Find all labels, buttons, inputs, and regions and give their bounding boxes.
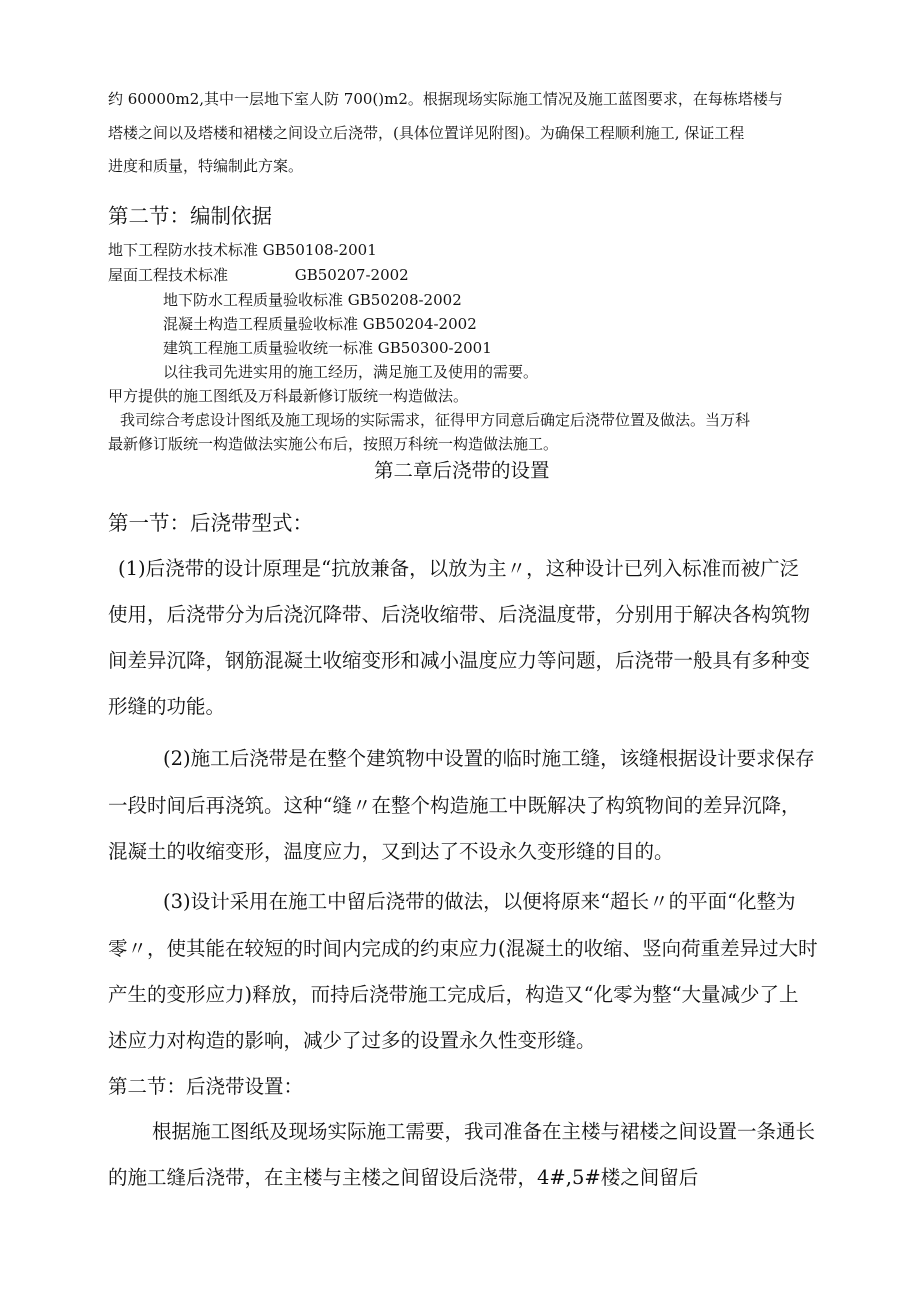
para3-line: 零〃，使其能在较短的时间内完成的约束应力(混凝土的收缩、竖向荷重差异过大时 bbox=[108, 937, 818, 960]
para3-line: 述应力对构造的影响，减少了过多的设置永久性变形缝。 bbox=[108, 1029, 596, 1052]
basis-item: 混凝土构造工程质量验收标准 GB50204-2002 bbox=[163, 315, 477, 333]
intro-line-2: 塔楼之间以及塔楼和裙楼之间设立后浇带，(具体位置详见附图)。为确保工程顺利施工, 保证工程 bbox=[108, 124, 745, 142]
basis-item: 甲方提供的施工图纸及万科最新修订版统一构造做法。 bbox=[108, 387, 469, 405]
intro-line-3: 进度和质量，特编制此方案。 bbox=[108, 157, 304, 175]
basis-item: 屋面工程技术标准 GB50207-2002 bbox=[108, 266, 409, 284]
basis-item: 地下防水工程质量验收标准 GB50208-2002 bbox=[163, 291, 462, 309]
para3-line: 产生的变形应力)释放，而持后浇带施工完成后，构造又“化零为整“大量减少了上 bbox=[108, 983, 799, 1006]
basis-closing-line-2: 最新修订版统一构造做法实施公布后，按照万科统一构造做法施工。 bbox=[108, 435, 559, 453]
para3-line: (3)设计采用在施工中留后浇带的做法，以便将原来“超长〃的平面“化整为 bbox=[163, 890, 796, 913]
para1-line: (1)后浇带的设计原理是“抗放兼备，以放为主〃，这种设计已列入标准而被广泛 bbox=[118, 557, 800, 580]
basis-item: 以往我司先进实用的施工经历，满足施工及使用的需要。 bbox=[163, 363, 539, 381]
para1-line: 间差异沉降，钢筋混凝土收缩变形和减小温度应力等问题，后浇带一般具有多种变 bbox=[108, 649, 811, 672]
section-title-types: 第一节：后浇带型式： bbox=[108, 511, 313, 535]
para1-line: 使用，后浇带分为后浇沉降带、后浇收缩带、后浇温度带，分别用于解决各构筑物 bbox=[108, 603, 811, 626]
setup-line: 根据施工图纸及现场实际施工需要，我司准备在主楼与裙楼之间设置一条通长 bbox=[152, 1120, 816, 1143]
intro-line-1: 约 60000m2,其中一层地下室人防 700()m2。根据现场实际施工情况及施工蓝图要求，在每栋塔楼与 bbox=[108, 90, 783, 108]
basis-item: 地下工程防水技术标准 GB50108-2001 bbox=[108, 241, 377, 259]
basis-item: 建筑工程施工质量验收统一标准 GB50300-2001 bbox=[163, 339, 492, 357]
para2-line: 一段时间后再浇筑。这种“缝〃在整个构造施工中既解决了构筑物间的差异沉降， bbox=[108, 794, 801, 817]
section-title-setup: 第二节：后浇带设置： bbox=[108, 1075, 304, 1098]
setup-line: 的施工缝后浇带，在主楼与主楼之间留设后浇带，4#,5#楼之间留后 bbox=[108, 1166, 699, 1189]
section-title-basis: 第二节：编制依据 bbox=[108, 204, 272, 228]
chapter-title: 第二章后浇带的设置 bbox=[374, 459, 550, 482]
para2-line: (2)施工后浇带是在整个建筑物中设置的临时施工缝，该缝根据设计要求保存 bbox=[163, 747, 815, 770]
para1-line: 形缝的功能。 bbox=[108, 695, 226, 718]
para2-line: 混凝土的收缩变形，温度应力，又到达了不设永久变形缝的目的。 bbox=[108, 840, 674, 863]
basis-closing-line-1: 我司综合考虑设计图纸及施工现场的实际需求，征得甲方同意后确定后浇带位置及做法。当万科 bbox=[120, 411, 751, 429]
